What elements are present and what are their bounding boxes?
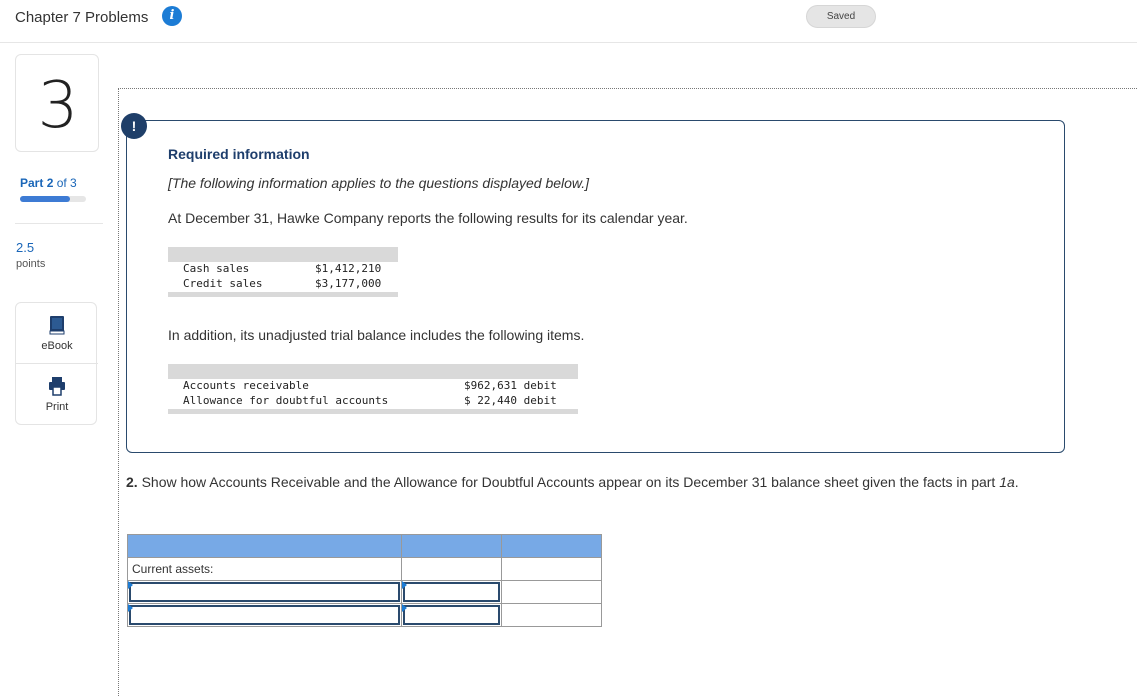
sales-table-footer (168, 292, 398, 297)
table-cell (502, 604, 602, 627)
table-row (128, 604, 602, 627)
sales-label: Credit sales (183, 277, 263, 290)
dropdown-marker-icon (128, 581, 133, 589)
current-assets-cell (128, 558, 402, 581)
part-word: Part (20, 176, 44, 190)
question-text-end: . (1014, 474, 1019, 490)
points-label: points (16, 258, 46, 270)
question-text: Show how Accounts Receivable and the Allowance for Doubtful Accounts appear on its December 31 balance sheet given the facts in part (137, 474, 1000, 490)
question-part-ref: 1a (999, 474, 1015, 490)
current-assets-label: Current assets: (132, 562, 214, 576)
question-area-border-top (118, 88, 1137, 89)
print-label: Print (45, 401, 69, 413)
assignment-title: Chapter 7 Problems (15, 9, 149, 26)
tools-panel (15, 302, 97, 425)
trial-table-footer (168, 409, 578, 414)
print-button[interactable] (16, 364, 98, 425)
account-dropdown-1[interactable] (129, 582, 400, 602)
question-number: 3 (37, 69, 79, 143)
ebook-button[interactable] (16, 303, 98, 364)
trial-value: $962,631 debit (464, 379, 557, 392)
table-cell (128, 581, 402, 604)
table-row (128, 558, 602, 581)
book-icon (47, 315, 67, 335)
amount-input-2[interactable] (403, 605, 500, 625)
header-cell (128, 535, 402, 558)
question-number-label: 2. (126, 474, 138, 490)
table-cell (402, 604, 502, 627)
required-info-intro: At December 31, Hawke Company reports the following results for its calendar year. (168, 210, 688, 226)
table-cell (502, 581, 602, 604)
trial-balance-table (168, 364, 578, 414)
part-indicator (20, 176, 77, 190)
input-marker-icon (402, 604, 407, 612)
part-total: of 3 (56, 176, 77, 190)
info-icon[interactable]: i (162, 6, 182, 26)
sidebar-divider (15, 223, 103, 224)
trial-label: Accounts receivable (183, 379, 309, 392)
amount-input-1[interactable] (403, 582, 500, 602)
alert-icon: ! (121, 113, 147, 139)
top-bar (0, 0, 1137, 43)
required-info-addition: In addition, its unadjusted trial balance includes the following items. (168, 327, 585, 343)
part-current: 2 (46, 176, 54, 190)
table-row (168, 277, 398, 292)
sales-value: $3,177,000 (315, 277, 382, 290)
table-cell (402, 581, 502, 604)
question-area-border-left (118, 88, 119, 696)
table-row (168, 379, 578, 394)
answer-table (127, 534, 602, 627)
printer-icon (47, 376, 67, 396)
table-row (128, 581, 602, 604)
sales-value: $1,412,210 (315, 262, 382, 275)
sales-label: Cash sales (183, 262, 250, 275)
account-dropdown-2[interactable] (129, 605, 400, 625)
dropdown-marker-icon (128, 604, 133, 612)
trial-label: Allowance for doubtful accounts (183, 394, 389, 407)
trial-value: $ 22,440 debit (464, 394, 557, 407)
trial-table-header (168, 364, 578, 379)
required-info-subtitle: [The following information applies to the questions displayed below.] (168, 175, 590, 191)
points-value: 2.5 (16, 240, 35, 255)
header-cell (502, 535, 602, 558)
part-progress-bar (20, 196, 86, 202)
header-cell (402, 535, 502, 558)
table-row (168, 262, 398, 277)
sales-table-header (168, 247, 398, 262)
required-info-title: Required information (168, 146, 310, 162)
saved-status-badge: Saved (806, 5, 876, 28)
question-number-box (15, 54, 99, 152)
table-row (168, 394, 578, 409)
table-cell (502, 558, 602, 581)
table-cell (402, 558, 502, 581)
sales-table (168, 247, 398, 297)
part-progress-fill (20, 196, 70, 202)
question-prompt (126, 473, 1086, 491)
ebook-label: eBook (41, 340, 73, 352)
input-marker-icon (402, 581, 407, 589)
table-cell (128, 604, 402, 627)
answer-table-header (128, 535, 602, 558)
